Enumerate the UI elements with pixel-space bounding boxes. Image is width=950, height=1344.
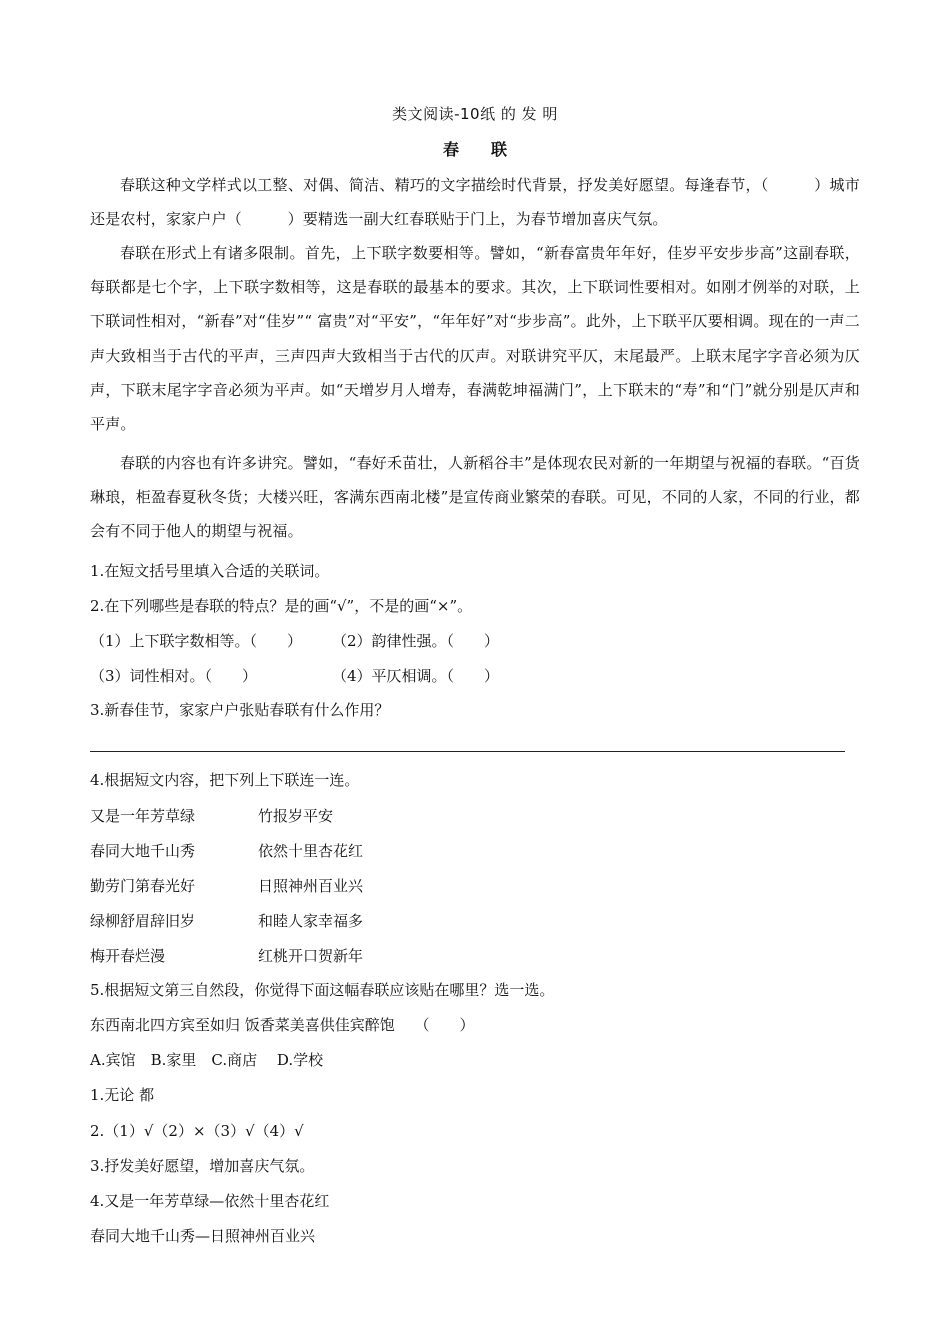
document-title: 类文阅读-10纸 的 发 明 (392, 105, 558, 123)
q2-option-2: （2）韵律性强。（ ） (332, 632, 500, 650)
couplet-right-3: 日照神州百业兴 (258, 877, 364, 895)
q2-option-1: （1）上下联字数相等。（ ） (90, 632, 303, 650)
couplet-right-5: 红桃开口贺新年 (258, 947, 364, 965)
paragraph-3: 春联的内容也有许多讲究。譬如，“春好禾苗壮，人新稻谷丰”是体现农民对新的一年期望与祝福的春联。“百货琳琅，柜盈春夏秋冬货；大楼兴旺，客满东西南北楼”是宣传商业繁荣的春联。可见，不同的人家，不同的行业，都会有不同于他人的期望与祝福。 (90, 454, 860, 541)
paragraph-2: 春联在形式上有诸多限制。首先，上下联字数要相等。譬如，“新春富贵年年好，佳岁平安步步高”这副春联，每联都是七个字，上下联字数相等，这是春联的最基本的要求。其次，上下联词性要相对。如刚才例举的对联，上下联词性相对，“新春”对“佳岁”“ 富贵”对“平安”，“年年好”对“步步高”。此外，上下联平仄要相调。现在的一声二声大致相当于古代的平声，三声四声大致相当于古代的仄声。对联讲究平仄，末尾最严。上联末尾字字音必须为仄声，下联末尾字字音必须为平声。如“天增岁月人增寿，春满乾坤福满门”，上下联末的“寿”和“门”就分别是仄声和平声。 (90, 244, 860, 434)
couplet-left-3: 勤劳门第春光好 (90, 877, 196, 895)
q2-option-4: （4）平仄相调。（ ） (332, 667, 500, 685)
answer-4-continued: 春同大地千山秀—日照神州百业兴 (90, 1227, 316, 1245)
paragraph-1: 春联这种文学样式以工整、对偶、简洁、精巧的文字描绘时代背景，抒发美好愿望。每逢春节，（ ）城市还是农村，家家户户（ ）要精选一副大红春联贴于门上，为春节增加喜庆气氛。 (90, 176, 860, 229)
answer-2: 2.（1）√（2）×（3）√（4）√ (90, 1122, 304, 1140)
question-4: 4.根据短文内容，把下列上下联连一连。 (90, 771, 360, 789)
question-3: 3.新春佳节，家家户户张贴春联有什么作用？ (90, 701, 390, 719)
couplet-left-2: 春同大地千山秀 (90, 842, 196, 860)
answer-1: 1.无论 都 (90, 1086, 155, 1104)
question-2: 2.在下列哪些是春联的特点？是的画“√”，不是的画“×”。 (90, 597, 473, 615)
couplet-left-4: 绿柳舒眉辞旧岁 (90, 912, 196, 930)
question-1: 1.在短文括号里填入合适的关联词。 (90, 562, 330, 580)
q2-option-3: （3）词性相对。（ ） (90, 667, 258, 685)
question-5: 5.根据短文第三自然段，你觉得下面这幅春联应该贴在哪里？选一选。 (90, 981, 555, 999)
answer-4: 4.又是一年芳草绿—依然十里杏花红 (90, 1192, 330, 1210)
couplet-left-5: 梅开春烂漫 (90, 947, 166, 965)
answer-3: 3.抒发美好愿望，增加喜庆气氛。 (90, 1157, 315, 1175)
q5-couplet: 东西南北四方宾至如归 饭香菜美喜供佳宾醉饱 （ ） (90, 1016, 475, 1034)
article-title: 春 联 (442, 140, 507, 159)
couplet-right-4: 和睦人家幸福多 (258, 912, 364, 930)
couplet-right-1: 竹报岁平安 (258, 807, 334, 825)
answer-blank-line (90, 751, 845, 752)
couplet-left-1: 又是一年芳草绿 (90, 807, 196, 825)
q5-options: A.宾馆 B.家里 C.商店 D.学校 (90, 1051, 324, 1069)
couplet-right-2: 依然十里杏花红 (258, 842, 364, 860)
